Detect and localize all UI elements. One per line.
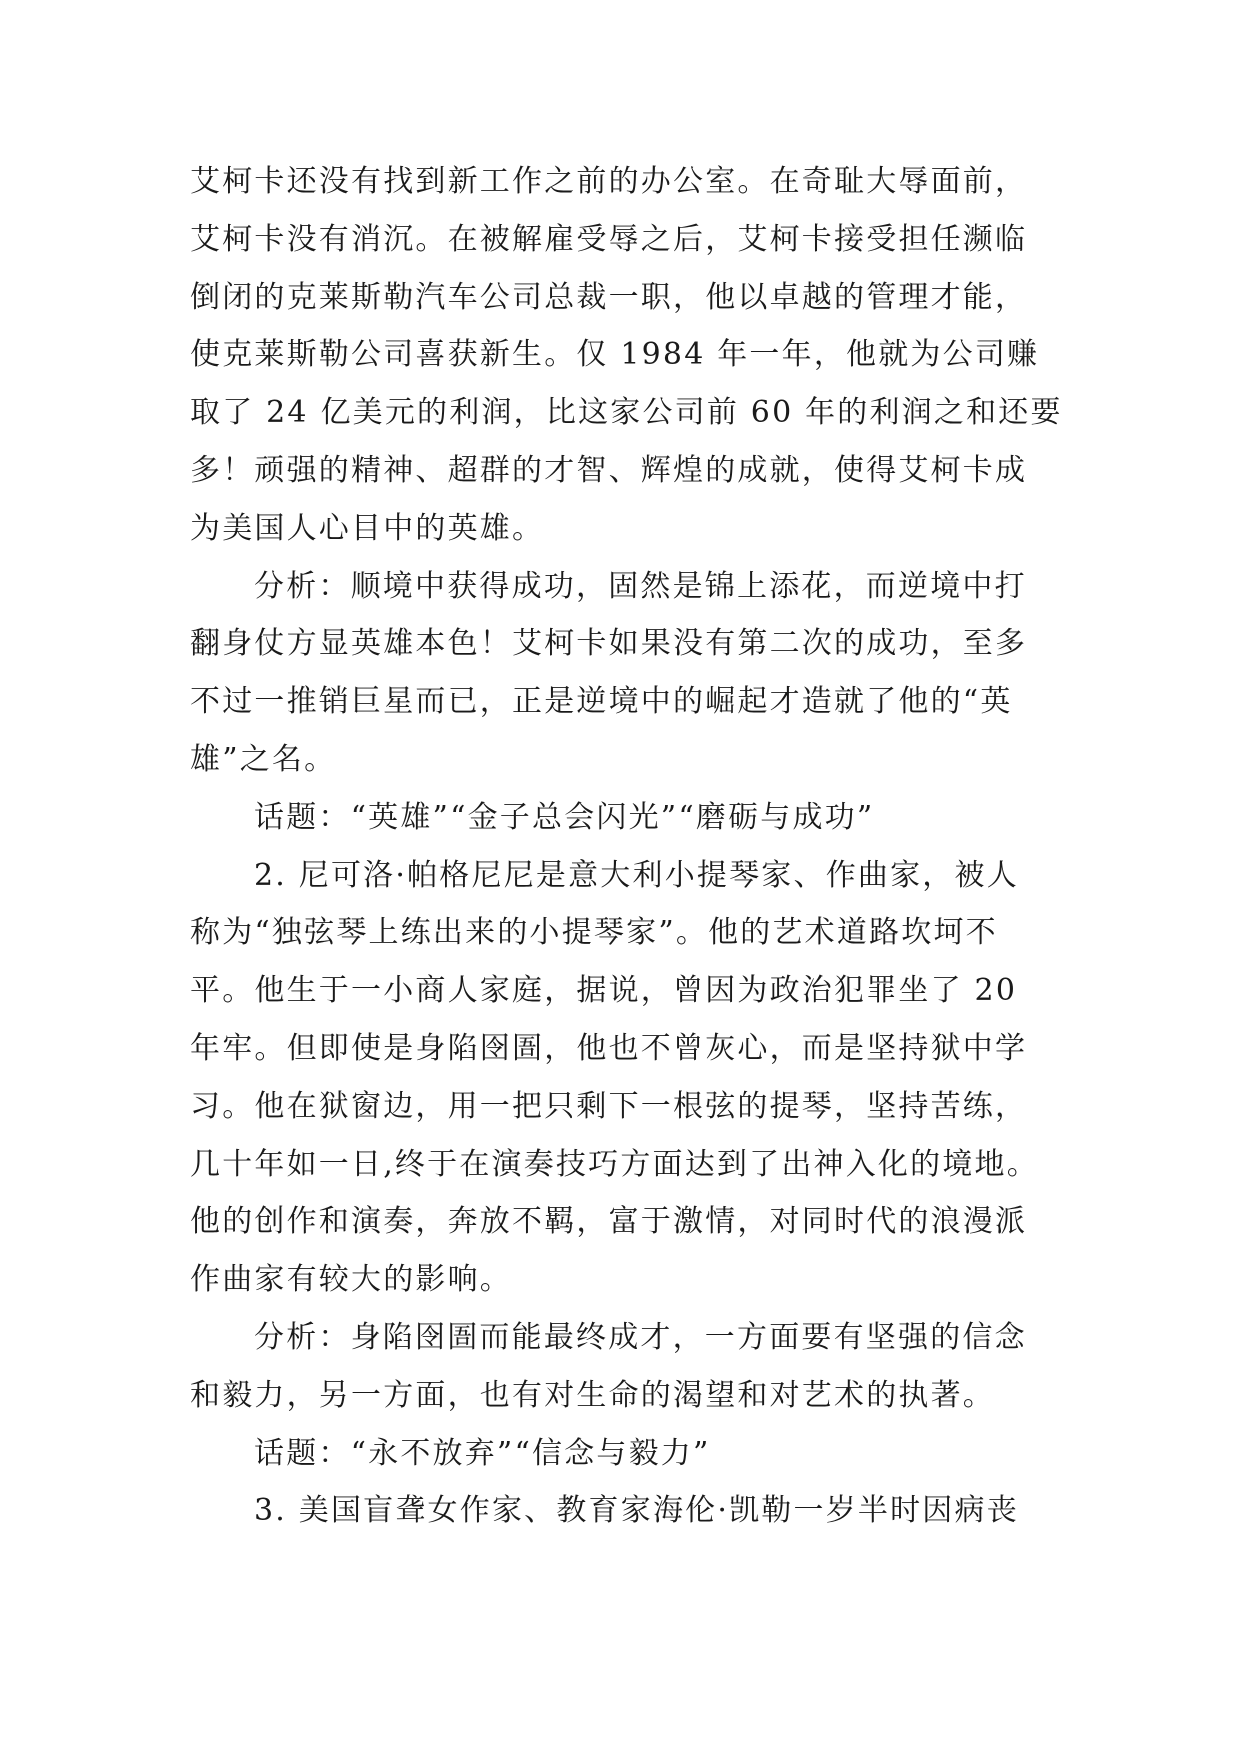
text-line: 不过一推销巨星而已，正是逆境中的崛起才造就了他的“英 bbox=[190, 684, 1013, 720]
text-line: 翻身仗方显英雄本色！艾柯卡如果没有第二次的成功，至多 bbox=[190, 626, 1028, 662]
text-line: 作曲家有较大的影响。 bbox=[190, 1262, 512, 1298]
text-line: 2. 尼可洛·帕格尼尼是意大利小提琴家、作曲家，被人 bbox=[254, 857, 1019, 893]
text-line: 话题：“永不放弃”“信念与毅力” bbox=[254, 1435, 711, 1471]
text-line: 分析：顺境中获得成功，固然是锦上添花，而逆境中打 bbox=[254, 568, 1027, 604]
text-line: 分析：身陷囹圄而能最终成才，一方面要有坚强的信念 bbox=[254, 1319, 1027, 1355]
text-line: 为美国人心目中的英雄。 bbox=[190, 510, 545, 546]
text-line: 使克莱斯勒公司喜获新生。仅 1984 年一年，他就为公司赚 bbox=[190, 337, 1040, 373]
document-body bbox=[190, 153, 1063, 1540]
text-line: 雄”之名。 bbox=[190, 741, 337, 777]
text-line: 取了 24 亿美元的利润，比这家公司前 60 年的利润之和还要 bbox=[190, 395, 1063, 431]
text-line: 习。他在狱窗边，用一把只剩下一根弦的提琴，坚持苦练， bbox=[190, 1088, 1028, 1124]
text-line: 年牢。但即使是身陷囹圄，他也不曾灰心，而是坚持狱中学 bbox=[190, 1030, 1028, 1066]
text-line: 艾柯卡还没有找到新工作之前的办公室。在奇耻大辱面前， bbox=[190, 164, 1028, 199]
text-line: 他的创作和演奏，奔放不羁，富于激情，对同时代的浪漫派 bbox=[190, 1204, 1028, 1240]
text-line: 和毅力，另一方面，也有对生命的渴望和对艺术的执著。 bbox=[190, 1377, 995, 1413]
text-line: 几十年如一日,终于在演奏技巧方面达到了出神入化的境地。 bbox=[190, 1146, 1039, 1182]
text-line: 倒闭的克莱斯勒汽车公司总裁一职，他以卓越的管理才能， bbox=[190, 279, 1028, 315]
text-line: 话题：“英雄”“金子总会闪光”“磨砺与成功” bbox=[254, 799, 875, 835]
text-line: 平。他生于一小商人家庭，据说，曾因为政治犯罪坐了 20 bbox=[190, 973, 1018, 1009]
text-line: 3. 美国盲聋女作家、教育家海伦·凯勒一岁半时因病丧 bbox=[254, 1493, 1019, 1529]
text-line: 称为“独弦琴上练出来的小提琴家”。他的艺术道路坎坷不 bbox=[190, 915, 998, 951]
text-line: 艾柯卡没有消沉。在被解雇受辱之后，艾柯卡接受担任濒临 bbox=[190, 221, 1028, 257]
text-line: 多！顽强的精神、超群的才智、辉煌的成就，使得艾柯卡成 bbox=[190, 452, 1028, 488]
